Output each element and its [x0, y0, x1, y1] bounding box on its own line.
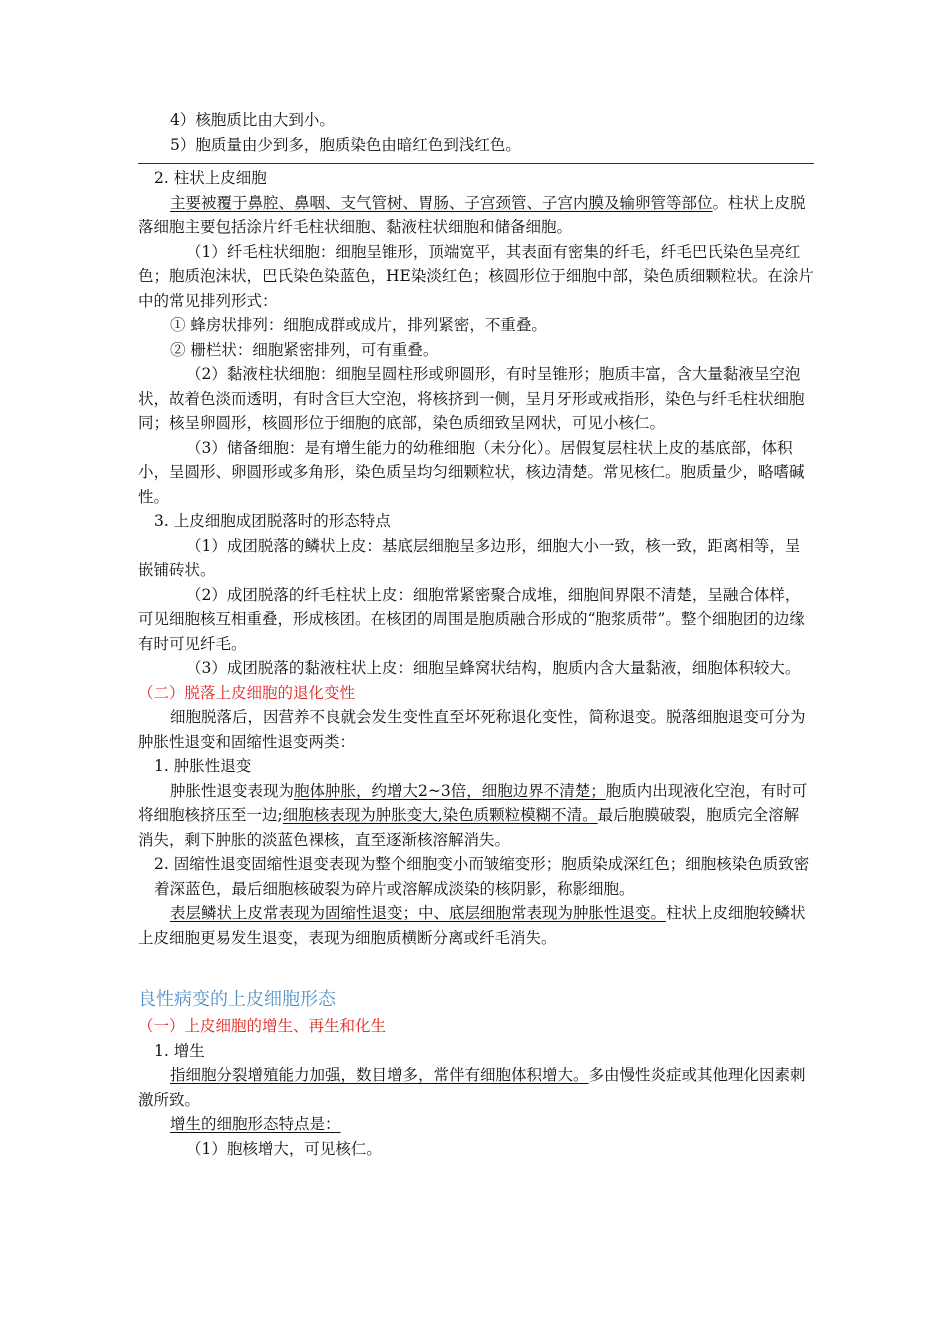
- text: 胞质内出现液化空泡，有时可将细胞核挤压至一边;: [138, 781, 808, 824]
- paragraph: （1）成团脱落的鳞状上皮：基底层细胞呈多边形，细胞大小一致，核一致，距离相等，呈嵌铺砖状。: [138, 536, 801, 579]
- divider: [138, 163, 814, 164]
- paragraph: （1）纤毛柱状细胞：细胞呈锥形，顶端宽平，其表面有密集的纤毛，纤毛巴氏染色呈亮红色；胞质泡沫状，巴氏染色染蓝色，HE染淡红色；核圆形位于细胞中部，染色质细颗粒状。在涂片中的常见排列形式：: [138, 242, 814, 310]
- underlined-text: 表层鳞状上皮常表现为固缩性退变；中、底层细胞常表现为肿胀性退变。: [170, 904, 667, 922]
- paragraph: [138, 901, 814, 950]
- red-heading: （一）上皮细胞的增生、再生和化生: [138, 1017, 387, 1035]
- paragraph: （2）成团脱落的纤毛柱状上皮：细胞常紧密聚合成堆，细胞间界限不清楚，呈融合体样，可见细胞核互相重叠，形成核团。在核团的周围是胞质融合形成的“胞浆质带”。整个细胞团的边缘有时可见纤毛。: [138, 585, 805, 653]
- paragraph: [138, 1112, 814, 1137]
- document-body: [138, 108, 814, 1161]
- paragraph: [138, 779, 814, 853]
- underlined-text: 主要被覆于鼻腔、鼻咽、支气管树、胃肠、子宫颈管、子宫内膜及输卵管等部位: [170, 193, 713, 212]
- paragraph: 2. 固缩性退变固缩性退变表现为整个细胞变小而皱缩变形；胞质染成深红色；细胞核染色质致密着深蓝色，最后细胞核破裂为碎片或溶解成淡染的核阴影，称影细胞。: [154, 855, 810, 898]
- text: 多由慢性炎症或其他理化因素刺激所致。: [138, 1066, 806, 1109]
- section-heading: 3. 上皮细胞成团脱落时的形态特点: [154, 512, 391, 530]
- paragraph: （3）储备细胞：是有增生能力的幼稚细胞（未分化）。居假复层柱状上皮的基底部，体积小，呈圆形、卵圆形或多角形，染色质呈均匀细颗粒状，核边清楚。常见核仁。胞质量少，略嗜碱性。: [138, 438, 805, 506]
- text: 。柱状上皮脱落细胞主要包括涂片纤毛柱状细胞、黏液柱状细胞和储备细胞。: [138, 193, 806, 236]
- paragraph: （2）黏液柱状细胞：细胞呈圆柱形或卵圆形，有时呈锥形；胞质丰富，含大量黏液呈空泡状，故着色淡而透明，有时含巨大空泡，将核挤到一侧，呈月牙形或戒指形，染色与纤毛柱状细胞同；核呈卵圆形，核圆形位于细胞的底部，染色质细致呈网状，可见小核仁。: [138, 365, 805, 432]
- list-item: ② 栅栏状：细胞紧密排列，可有重叠。: [170, 340, 439, 359]
- list-item: ① 蜂房状排列：细胞成群或成片，排列紧密，不重叠。: [170, 316, 547, 334]
- section-heading: 1. 增生: [154, 1041, 205, 1060]
- list-item: （1）胞核增大，可见核仁。: [186, 1139, 382, 1158]
- blue-section-title: 良性病变的上皮细胞形态: [138, 989, 336, 1010]
- paragraph: [138, 191, 814, 240]
- list-item: 4）核胞质比由大到小。: [170, 111, 335, 129]
- paragraph: （3）成团脱落的黏液柱状上皮：细胞呈蜂窝状结构，胞质内含大量黏液，细胞体积较大。: [186, 659, 801, 677]
- section-heading: 2. 柱状上皮细胞: [154, 169, 267, 187]
- text: 最后胞膜破裂，胞质完全溶解消失，剩下肿胀的淡蓝色裸核，直至逐渐核溶解消失。: [138, 806, 800, 849]
- red-heading: （二）脱落上皮细胞的退化变性: [138, 683, 356, 702]
- text: 肿胀性退变表现为: [170, 781, 295, 800]
- underlined-text: 增生的细胞形态特点是：: [170, 1115, 341, 1133]
- underlined-text: 指细胞分裂增殖能力加强，数目增多，常伴有细胞体积增大。: [170, 1066, 589, 1084]
- underlined-text: 胞体肿胀，约增大2~3倍，细胞边界不清楚；: [294, 781, 606, 800]
- paragraph: [138, 1063, 814, 1112]
- section-heading: 1. 肿胀性退变: [154, 757, 252, 775]
- paragraph: 细胞脱落后，因营养不良就会发生变性直至坏死称退化变性，简称退变。脱落细胞退变可分为肿胀性退变和固缩性退变两类：: [138, 708, 806, 751]
- list-item: 5）胞质量由少到多，胞质染色由暗红色到浅红色。: [170, 135, 521, 154]
- text: 柱状上皮细胞较鳞状上皮细胞更易发生退变，表现为细胞质横断分离或纤毛消失。: [138, 904, 806, 947]
- underlined-text: 细胞核表现为肿胀变大,染色质颗粒模糊不清。: [282, 806, 598, 824]
